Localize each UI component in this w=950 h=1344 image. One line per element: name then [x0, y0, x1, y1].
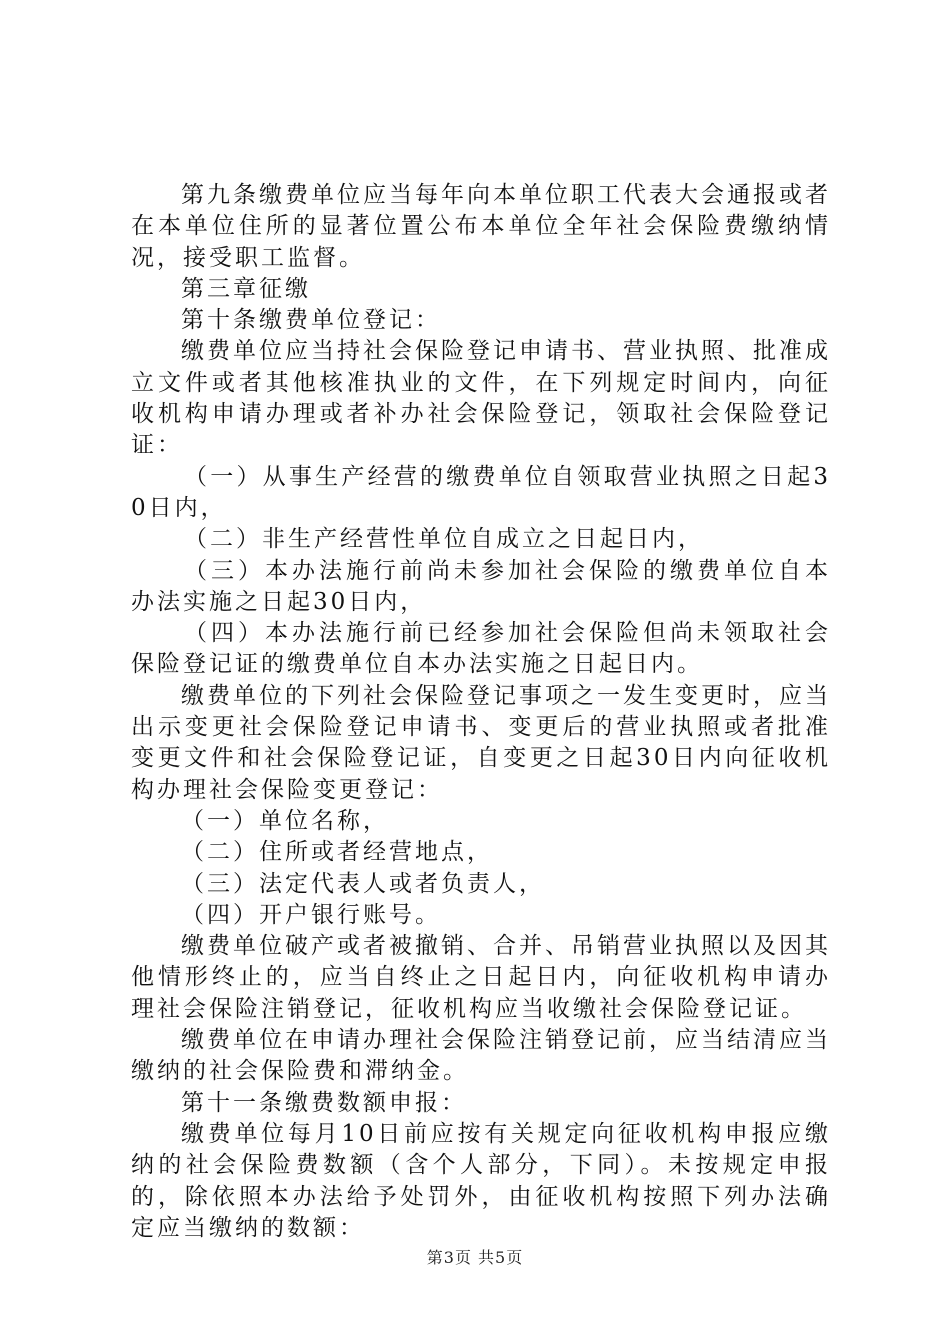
- paragraph-registration: 缴费单位应当持社会保险登记申请书、营业执照、批准成立文件或者其他核准执业的文件，在下列规定时间内，向征收机构申请办理或者补办社会保险登记，领取社会保险登记证：: [131, 338, 831, 459]
- page-number-footer: 第3页 共5页: [426, 1248, 524, 1267]
- list-item: （四）开户银行账号。: [181, 901, 441, 928]
- paragraph-change-registration: 缴费单位的下列社会保险登记事项之一发生变更时，应当出示变更社会保险登记申请书、变更后的营业执照或者批准变更文件和社会保险登记证，自变更之日起30日内向征收机构办理社会保险变更登记：: [131, 682, 831, 803]
- list-item: （三）本办法施行前尚未参加社会保险的缴费单位自本办法实施之日起30日内，: [131, 557, 831, 615]
- list-item: （四）本办法施行前已经参加社会保险但尚未领取社会保险登记证的缴费单位自本办法实施之日起日内。: [131, 620, 831, 678]
- list-item: （一）从事生产经营的缴费单位自领取营业执照之日起30日内，: [131, 463, 831, 521]
- article-11-heading: 第十一条缴费数额申报：: [181, 1089, 467, 1116]
- paragraph-declaration: 缴费单位每月10日前应按有关规定向征收机构申报应缴纳的社会保险费数额（含个人部分，下同）。未按规定申报的，除依照本办法给予处罚外，由征收机构按照下列办法确定应当缴纳的数额：: [131, 1120, 831, 1241]
- article-10-heading: 第十条缴费单位登记：: [181, 307, 441, 334]
- paragraph-settlement: 缴费单位在申请办理社会保险注销登记前，应当结清应当缴纳的社会保险费和滞纳金。: [131, 1027, 831, 1085]
- document-body: [131, 180, 831, 1244]
- list-item: （一）单位名称，: [181, 807, 389, 834]
- list-item: （二）住所或者经营地点，: [181, 839, 493, 866]
- chapter-heading: 第三章征缴: [181, 275, 311, 302]
- list-item: （三）法定代表人或者负责人，: [181, 870, 545, 897]
- paragraph-article-9: 第九条缴费单位应当每年向本单位职工代表大会通报或者在本单位住所的显著位置公布本单位全年社会保险费缴纳情况，接受职工监督。: [131, 182, 831, 271]
- paragraph-cancellation: 缴费单位破产或者被撤销、合并、吊销营业执照以及因其他情形终止的，应当自终止之日起日内，向征收机构申请办理社会保险注销登记，征收机构应当收缴社会保险登记证。: [131, 933, 831, 1022]
- list-item: （二）非生产经营性单位自成立之日起日内，: [184, 526, 704, 553]
